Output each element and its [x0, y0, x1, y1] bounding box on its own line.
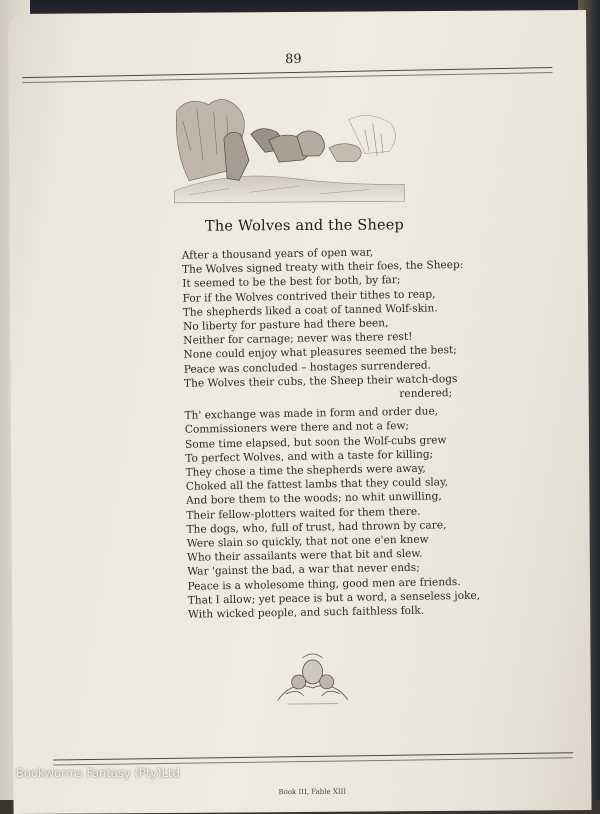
poem-line: For if the Wolves contrived their tithes to reap,	[182, 287, 436, 305]
poem-line: Some time elapsed, but soon the Wolf-cubs grew	[184, 433, 447, 451]
poem-line: No liberty for pasture had there been,	[182, 317, 389, 333]
poem-line: Peace was concluded – hostages surrendered.	[183, 359, 432, 376]
poem-line: Were slain so quickly, that not one e'en knew	[186, 533, 429, 550]
poem-line: After a thousand years of open war,	[181, 246, 374, 262]
poem-line: Their fellow-plotters waited for them there.	[186, 505, 421, 522]
footer-caption: Book III, Fable XIII	[278, 787, 347, 797]
poem-line: None could enjoy what pleasures seemed the best;	[183, 344, 457, 362]
header-rule-thin	[22, 72, 552, 83]
poem-line: With wicked people, and such faithless folk.	[187, 604, 425, 621]
page-number: 89	[284, 51, 302, 68]
poem-line: The dogs, who, full of trust, had thrown by care,	[186, 519, 447, 536]
poem-line: Who their assailants were that bit and slew.	[186, 547, 423, 565]
poem-line: And bore them to the woods; no whit unwilling,	[185, 490, 442, 508]
poem-line: They chose a time the shepherds were away,	[185, 462, 426, 479]
poem-line: That I allow; yet peace is but a word, a senseless joke,	[187, 589, 481, 607]
poem-line: The Wolves their cubs, the Sheep their watch-dogs	[183, 372, 458, 390]
tailpiece-ornament-icon	[267, 650, 357, 711]
book-page	[8, 10, 592, 814]
poem-line: The Wolves signed treaty with their foes, the Sheep:	[181, 259, 464, 277]
poem-body	[181, 244, 481, 622]
poem-line: The shepherds liked a coat of tanned Wolf-skin.	[182, 302, 438, 319]
watermark-text: Bookworms Fantasy (Pty)Ltd	[16, 766, 180, 780]
poem-line: To perfect Wolves, and with a taste for killing;	[185, 448, 434, 465]
poem-line: Choked all the fattest lambs that they could slay,	[185, 476, 449, 494]
poem-line: It seemed to be the best for both, by far;	[182, 274, 401, 291]
poem-line: Neither for carnage; never was there rest!	[183, 331, 413, 348]
poem-line: Th' exchange was made in form and order due,	[184, 405, 439, 423]
poem-title: The Wolves and the Sheep	[204, 217, 405, 235]
poem-line: War 'gainst the bad, a war that never ends;	[187, 562, 420, 579]
poem-line: Peace is a wholesome thing, good men are friends.	[187, 575, 461, 593]
poem-line: Commissioners were there and not a few;	[184, 420, 410, 437]
engraving-illustration	[169, 89, 410, 206]
poem-line-continuation: rendered;	[399, 387, 453, 401]
